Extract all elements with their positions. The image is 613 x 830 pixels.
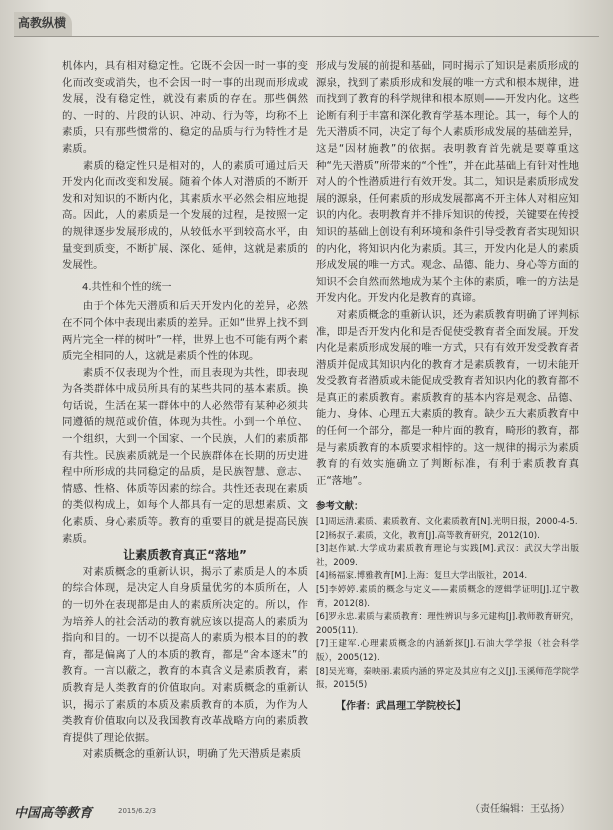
reference-item: [2]杨叔子.素质，文化，教育[J].高等教育研究，2012(10). [316, 530, 540, 541]
editor-credit: （责任编辑：王弘扬） [470, 804, 570, 815]
section-header: 高教纵横 [14, 12, 72, 36]
paragraph: 对素质概念的重新认识，还为素质教育明确了评判标准，即是否开发内化和是否促使受教育者全面发展。开发内化是素质形成发展的唯一方式，只有有效开发受教育者潜质并促成其知识内化的教育才是素质教育，一切未能开发受教育者潜质或未能促成受教育者知识内化的教育都不是真正的素质教育。素质教育的基本内容是观念、品德、能力、身体、心理五大素质的教育。缺少五大素质教育中的任何一个部分，都是一种片面的教育，畸形的教育，都是与素质教育的本质要求相悖的。这一规律的揭示为素质教育的有效实施确立了判断标准，有利于素质教育真正“落地”。 [316, 308, 579, 487]
issue-date: 2015/6.2/3 [118, 807, 157, 815]
reference-item: [8]吴光骞，秦映丽.素质内涵的界定及其应有之义[J].玉溪师范学院学报，2015(5) [316, 666, 579, 691]
paragraph: 素质的稳定性只是相对的，人的素质可通过后天开发内化而改变和发展。随着个体人对潜质的不断开发和对知识的不断内化，其素质水平必然会相应地提高。因此，人的素质是一个发展的过程，是按照一定的规律逐步发展形成的，从较低水平到较高水平，由量变到质变，不断扩展、深化、延伸，这就是素质的发展性。 [62, 159, 308, 272]
left-column [62, 58, 308, 763]
reference-item: [5]李婷婷.素质的概念与定义——素质概念的逻辑学证明[J].辽宁教育，2012(8). [316, 585, 579, 609]
journal-logo: 中国高等教育 [14, 806, 93, 821]
author-note: 【作者：武昌理工学院校长】 [336, 700, 466, 712]
paragraph: 形成与发展的前提和基础，同时揭示了知识是素质形成的源泉，找到了素质形成和发展的唯一方式和根本规律，进而找到了教育的科学规律和根本原则——开发内化。这些论断有利于丰富和深化教育学基本理论。其一，每个人的先天潜质不同，决定了每个人素质形成发展的基础差异，这是“因材施教”的依据。表明教育首先就是要尊重这种“先天潜质”所带来的“个性”，并在此基础上有针对性地对人的个性潜质进行有效开发。其二，知识是素质形成发展的源泉，任何素质的形成发展都离不开主体人对相应知识的内化。表明教育并不排斥知识的传授，关键要在传授知识的基础上创设有利环境和条件引导受教育者实现知识的内化，将知识内化为素质。其三，开发内化是人的素质形成发展的唯一方式。观念、品德、能力、身心等方面的知识不会自然而然地成为某个主体的素质，唯一的方法是开发内化。开发内化是教育的真谛。 [316, 60, 579, 305]
subheading: 4.共性和个性的统一 [82, 281, 172, 293]
references-title: 参考文献： [316, 501, 364, 513]
reference-item: [4]杨福家.博雅教育[M].上海：复旦大学出版社，2014. [316, 571, 528, 582]
reference-item: [7]王建军.心理素质概念的内涵新探[J].石油大学学报（社会科学版），2005(12). [316, 639, 579, 663]
paragraph: 由于个体先天潜质和后天开发内化的差异，必然在不同个体中表现出素质的差异。正如“世界上找不到两片完全一样的树叶”一样，世界上也不可能有两个素质完全相同的人，这就是素质个性的体现。 [62, 300, 308, 363]
header-divider [14, 36, 599, 37]
section-title: 让素质教育真正“落地” [123, 548, 247, 563]
right-column [316, 58, 579, 715]
paragraph: 对素质概念的重新认识，揭示了素质是人的本质的综合体现，是决定人自身质量优劣的本质所在，人的一切外在表现都是由人的素质所决定的。所以，作为培养人的社会活动的教育就应该以提高人的素质为指向和目的。一切不以提高人的素质为根本目的的教育，都是偏离了人的本质的教育，都是“舍本逐末”的教育。一言以蔽之，教育的本真含义是素质教育，素质教育是人类教育的价值取向。对素质概念的重新认识，揭示了素质的本质及素质教育的本质，为作为人类教育价值取向以及我国教育改革战略方向的素质教育提供了理论依据。 [62, 565, 308, 744]
reference-item: [1]周远清.素质、素质教育、文化素质教育[N].光明日报，2000-4-5. [316, 517, 578, 528]
reference-item: [6]罗永忠.素质与素质教育：理性辨识与多元建构[J].教师教育研究，2005(11). [316, 612, 579, 636]
paragraph: 机体内，具有相对稳定性。它既不会因一时一事的变化而改变或消失，也不会因一时一事的出现而形成或发展，没有稳定性，就没有素质的存在。那些偶然的、一时的、片段的认识、冲动、行为等，均称不上素质，只有那些惯常的、稳定的品质与行为特性才是素质。 [62, 60, 308, 155]
paragraph: 对素质概念的重新认识，明确了先天潜质是素质 [82, 748, 301, 761]
paragraph: 素质不仅表现为个性，而且表现为共性，即表现为各类群体中成员所具有的某些共同的基本素质。换句话说，生活在某一群体中的人必然带有某种必须共同遵循的规范或价值，体现为共性。小到一个单位、一个组织，大到一个国家、一个民族，人们的素质都有共性。民族素质就是一个民族群体在长期的历史进程中所形成的共同稳定的品质，是民族智慧、意志、情感、性格、体质等因素的综合。共性还表现在素质的类似构成上，如每个人都具有一定的思想素质、文化素质、身心素质等。教育的重要目的就是提高民族素质。 [62, 366, 308, 545]
reference-item: [3]赵作斌.大学成功素质教育理论与实践[M].武汉：武汉大学出版社，2009. [316, 544, 579, 568]
